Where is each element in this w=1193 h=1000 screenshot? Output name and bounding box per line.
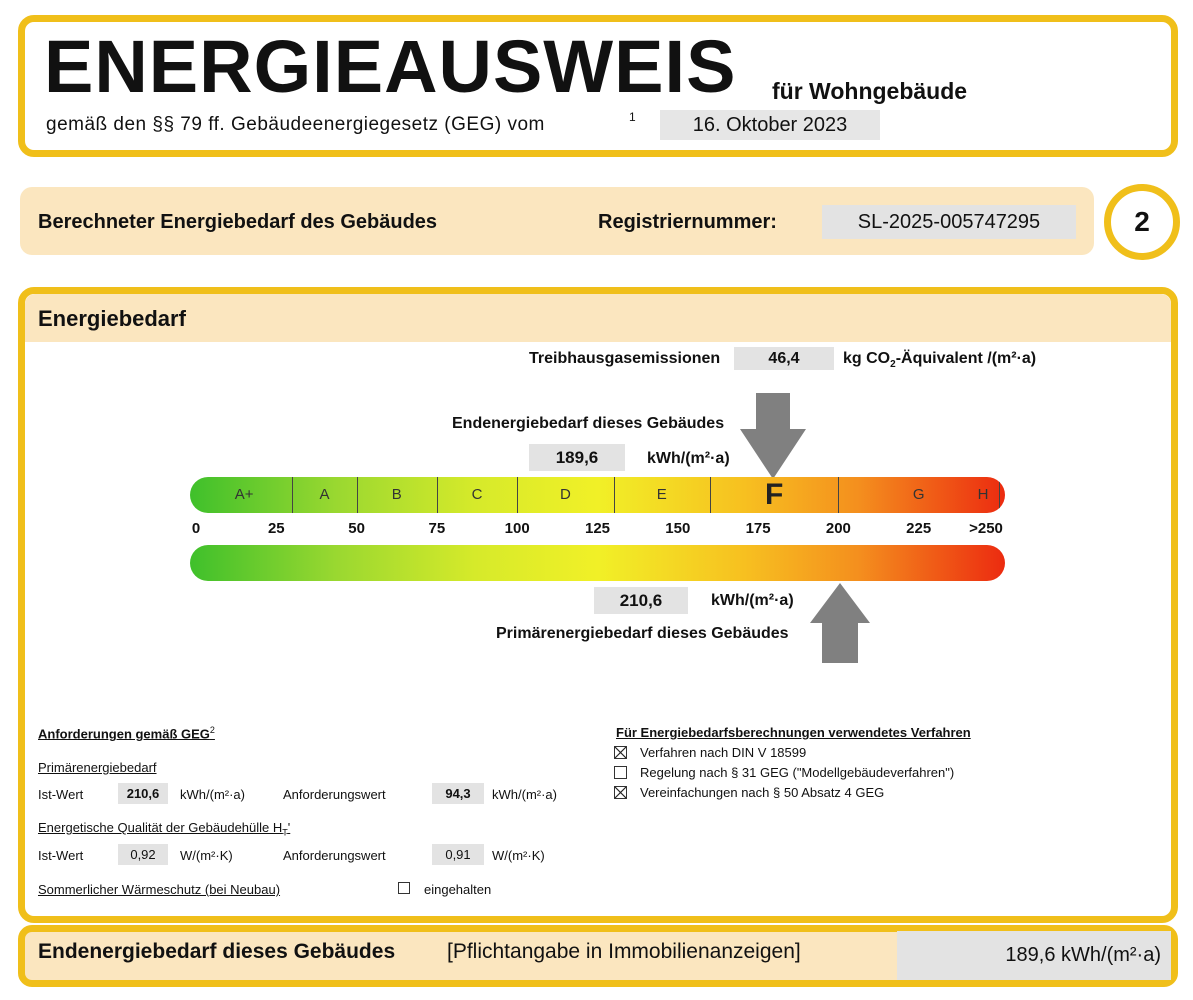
method-label: Verfahren nach DIN V 18599 [640, 745, 807, 760]
footer-end-energy-value: 189,6 kWh/(m²·a) [1005, 944, 1161, 966]
law-reference: gemäß den §§ 79 ff. Gebäudeenergiegesetz (GEG) vom [46, 114, 545, 135]
primary-energy-value: 210,6 [594, 587, 688, 614]
emissions-unit-sub: 2 [890, 359, 896, 371]
checkbox-cross-icon [614, 786, 627, 799]
summer-protection-checkbox[interactable] [398, 882, 410, 894]
end-energy-arrow-icon [740, 393, 806, 479]
primary-requirement-title: Primärenergiebedarf [38, 760, 157, 775]
footer-note: [Pflichtangabe in Immobilienanzeigen] [447, 940, 801, 963]
page-number-badge: 2 [1104, 184, 1180, 260]
primary-energy-scale [190, 545, 1005, 581]
scale-tick-label: 75 [428, 520, 446, 537]
emissions-unit-prefix: kg CO [843, 350, 891, 367]
anf-unit: kWh/(m²·a) [492, 787, 557, 802]
energy-class-d: D [559, 486, 571, 503]
ist-unit: kWh/(m²·a) [180, 787, 245, 802]
envelope-title-text: Energetische Qualität der Gebäudehülle H [38, 820, 283, 835]
energy-class-f: F [764, 478, 784, 511]
class-divider [437, 477, 438, 513]
primary-energy-unit: kWh/(m²·a) [711, 592, 794, 609]
class-divider [517, 477, 518, 513]
ist-label: Ist-Wert [38, 787, 84, 802]
section-header-bg [25, 294, 1171, 342]
scale-tick-label: 150 [665, 520, 691, 537]
class-divider [614, 477, 615, 513]
band-title: Berechneter Energiebedarf des Gebäudes [38, 211, 438, 233]
class-divider [710, 477, 711, 513]
end-energy-unit: kWh/(m²·a) [647, 450, 730, 467]
method-checkbox[interactable] [614, 786, 627, 799]
class-divider [838, 477, 839, 513]
document-subtitle: für Wohngebäude [772, 78, 968, 104]
methods-title: Für Energiebedarfsberechnungen verwendetes Verfahren [616, 725, 971, 740]
envelope-title-suffix: ' [287, 820, 291, 835]
primary-energy-arrow-icon [810, 583, 870, 663]
env-ist-unit: W/(m²·K) [180, 848, 233, 863]
class-divider [292, 477, 293, 513]
registration-label: Registriernummer: [598, 211, 777, 233]
summer-protection-title: Sommerlicher Wärmeschutz (bei Neubau) [38, 882, 281, 897]
envelope-title [38, 820, 290, 838]
method-label: Regelung nach § 31 GEG ("Modellgebäudeverfahren") [640, 765, 955, 780]
emissions-unit [843, 350, 1036, 370]
energy-class-e: E [656, 486, 667, 503]
scale-tick-label: 50 [348, 520, 365, 537]
scale-tick-label: 175 [745, 520, 771, 537]
scale-tick-label: 25 [267, 520, 285, 537]
section-title: Energiebedarf [38, 306, 186, 331]
emissions-unit-suffix: -Äquivalent /(m²·a) [895, 350, 1037, 367]
energy-class-aplus: A+ [234, 486, 254, 503]
energy-class-c: C [471, 486, 483, 503]
checkbox-cross-icon [614, 746, 627, 759]
method-label: Vereinfachungen nach § 50 Absatz 4 GEG [640, 785, 885, 800]
law-date: 16. Oktober 2023 [660, 110, 880, 140]
ist-value: 210,6 [118, 783, 168, 804]
energy-class-h: H [977, 486, 989, 503]
class-divider [999, 477, 1000, 513]
env-anf-value: 0,91 [432, 844, 484, 865]
anf-value: 94,3 [432, 783, 484, 804]
class-divider [357, 477, 358, 513]
registration-number: SL-2025-005747295 [822, 205, 1076, 239]
requirements-title-text: Anforderungen gemäß GEG [38, 726, 210, 742]
scale-tick-label: 0 [191, 520, 201, 537]
energy-class-a: A [319, 486, 330, 503]
emissions-label: Treibhausgasemissionen [529, 350, 721, 367]
anf-label: Anforderungswert [283, 787, 386, 802]
env-ist-label: Ist-Wert [38, 848, 84, 863]
env-ist-value: 0,92 [118, 844, 168, 865]
method-checkbox[interactable] [614, 746, 627, 759]
summer-protection-option: eingehalten [424, 882, 492, 897]
footer-title: Endenergiebedarf dieses Gebäudes [38, 940, 396, 963]
requirements-footnote: 2 [209, 725, 215, 735]
scale-tick-label: >250 [969, 520, 1003, 537]
scale-tick-label: 225 [906, 520, 932, 537]
scale-tick-label: 200 [825, 520, 851, 537]
end-energy-value: 189,6 [529, 444, 625, 471]
document-title: ENERGIEAUSWEIS [44, 25, 737, 108]
scale-tick-label: 125 [584, 520, 611, 537]
emissions-value: 46,4 [734, 347, 834, 370]
scale-tick-label: 100 [504, 520, 530, 537]
envelope-title-sub: T [282, 827, 288, 838]
env-anf-label: Anforderungswert [283, 848, 386, 863]
end-energy-label: Endenergiebedarf dieses Gebäudes [452, 415, 725, 432]
energy-class-b: B [391, 486, 402, 503]
method-checkbox[interactable] [614, 766, 627, 779]
env-anf-unit: W/(m²·K) [492, 848, 545, 863]
primary-energy-label: Primärenergiebedarf dieses Gebäudes [496, 625, 789, 642]
law-footnote: 1 [629, 110, 636, 124]
energy-class-scale [190, 477, 1005, 513]
requirements-title [38, 725, 215, 741]
energy-class-g: G [912, 486, 925, 503]
